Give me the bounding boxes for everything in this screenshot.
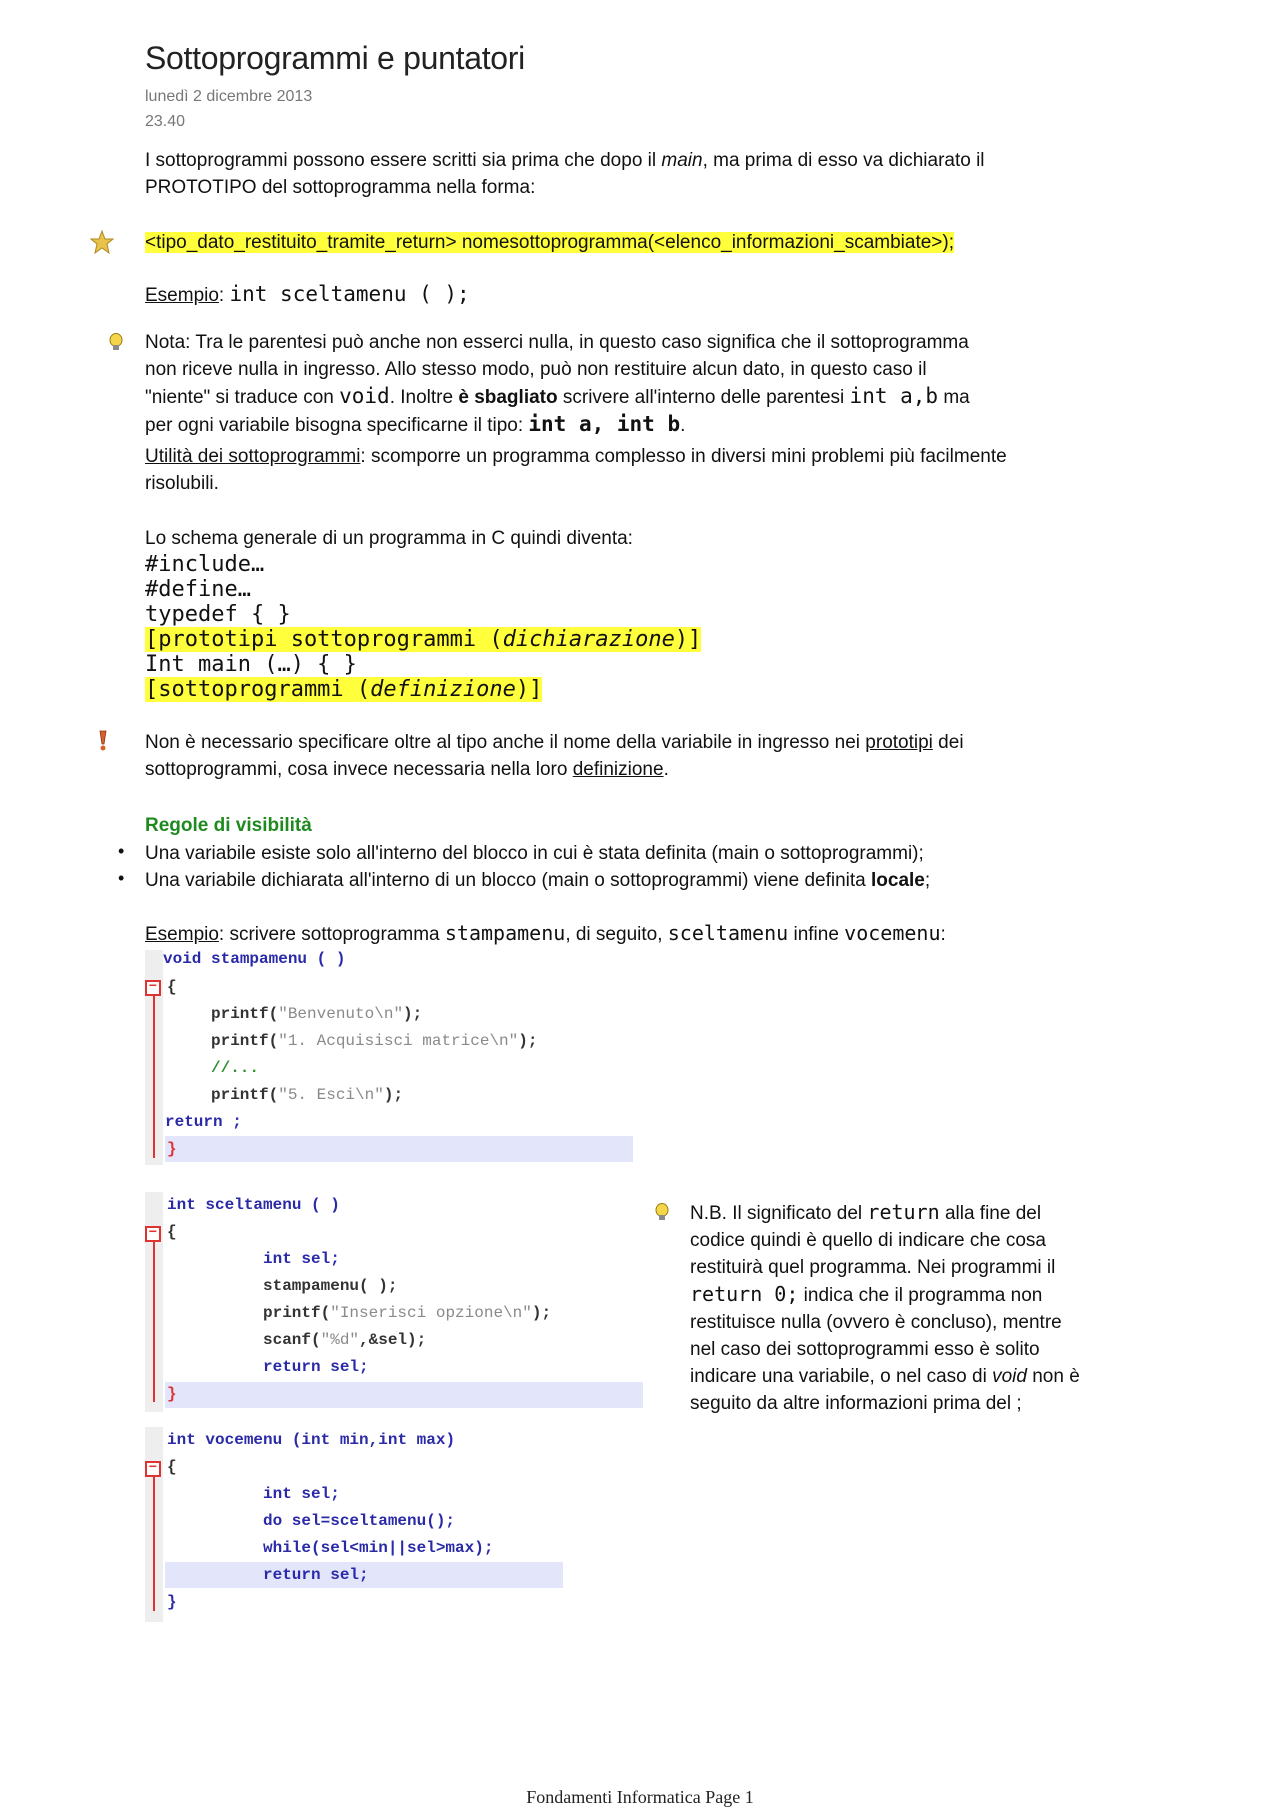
lightbulb-icon — [109, 333, 123, 353]
page-time: 23.40 — [145, 113, 186, 130]
fold-toggle-icon[interactable]: − — [145, 1226, 161, 1242]
bullet-dot: • — [118, 868, 125, 888]
code-block-stampamenu: − void stampamenu ( ) { printf("Benvenuto\n"); printf("1. Acquisisci matrice\n"); //... printf("5. Esci\n"); return ; } — [145, 950, 635, 1165]
example-2: Esempio: scrivere sottoprogramma stampamenu, di seguito, sceltamenu infine vocemenu: — [145, 921, 946, 945]
note-prototypes: Non è necessario specificare oltre al tipo anche il nome della variabile in ingresso nei prototipi dei sottoprogrammi, cosa invece necessaria nella loro definizione. — [145, 732, 964, 780]
prototype-form: <tipo_dato_restituito_tramite_return> nomesottoprogramma(<elenco_informazioni_scambiate>); — [145, 232, 954, 253]
page-footer: Fondamenti Informatica Page 1 — [526, 1787, 754, 1807]
lightbulb-icon — [655, 1203, 669, 1223]
page-date: lunedì 2 dicembre 2013 — [145, 88, 313, 105]
nota-paragraph: Nota: Tra le parentesi può anche non esserci nulla, in questo caso significa che il sottoprogramma non riceve nulla in ingresso. Allo stesso modo, può non restituire alcun dato, in questo caso il "niente" si traduce con void. Inoltre è sbagliato scrivere all'interno delle parentesi int a,b ma per ogni variabile bisogna specificarne il tipo: int a, int b. — [145, 332, 970, 436]
intro-paragraph: I sottoprogrammi possono essere scritti sia prima che dopo il main, ma prima di esso va dichiarato il PROTOTIPO del sottoprogramma nella forma: — [145, 150, 985, 198]
schema-include: #include… — [145, 552, 265, 577]
example-1: Esempio: int sceltamenu ( ); — [145, 282, 470, 306]
regole-heading: Regole di visibilità — [145, 815, 312, 836]
star-icon — [90, 230, 114, 254]
schema-define: #define… — [145, 577, 251, 602]
bullet-dot: • — [118, 841, 125, 861]
fold-toggle-icon[interactable]: − — [145, 980, 161, 996]
schema-subprograms: [sottoprogrammi (definizione)] — [145, 677, 543, 702]
utilita-paragraph: Utilità dei sottoprogrammi: scomporre un programma complesso in diversi mini problemi più facilmente risolubili. — [145, 446, 1007, 494]
regole-bullet-2: Una variabile dichiarata all'interno di un blocco (main o sottoprogrammi) viene definita locale; — [145, 870, 931, 891]
code-block-sceltamenu: − int sceltamenu ( ) { int sel; stampamenu( ); printf("Inserisci opzione\n"); scanf("%d",&sel); return sel; } — [145, 1192, 645, 1412]
regole-bullet-1: Una variabile esiste solo all'interno del blocco in cui è stata definita (main o sottoprogrammi); — [145, 843, 924, 864]
nb-note: N.B. Il significato del return alla fine del codice quindi è quello di indicare che cosa restituirà quel programma. Nei programmi il return 0; indica che il programma non restituisce nulla (ovvero è concluso), mentre nel caso dei sottoprogrammi esso è solito indicare una variabile, o nel caso di void non è seguito da altre informazioni prima del ; — [690, 1200, 1080, 1414]
exclamation-icon — [97, 730, 109, 752]
schema-prototypes: [prototipi sottoprogrammi (dichiarazione)] — [145, 627, 702, 652]
code-block-vocemenu: − int vocemenu (int min,int max) { int sel; do sel=sceltamenu(); while(sel<min||sel>max); return sel; } — [145, 1427, 565, 1622]
schema-intro: Lo schema generale di un programma in C quindi diventa: — [145, 528, 633, 549]
page-title: Sottoprogrammi e puntatori — [145, 40, 525, 76]
schema-typedef: typedef { } — [145, 602, 291, 627]
fold-toggle-icon[interactable]: − — [145, 1461, 161, 1477]
schema-main: Int main (…) { } — [145, 652, 357, 677]
